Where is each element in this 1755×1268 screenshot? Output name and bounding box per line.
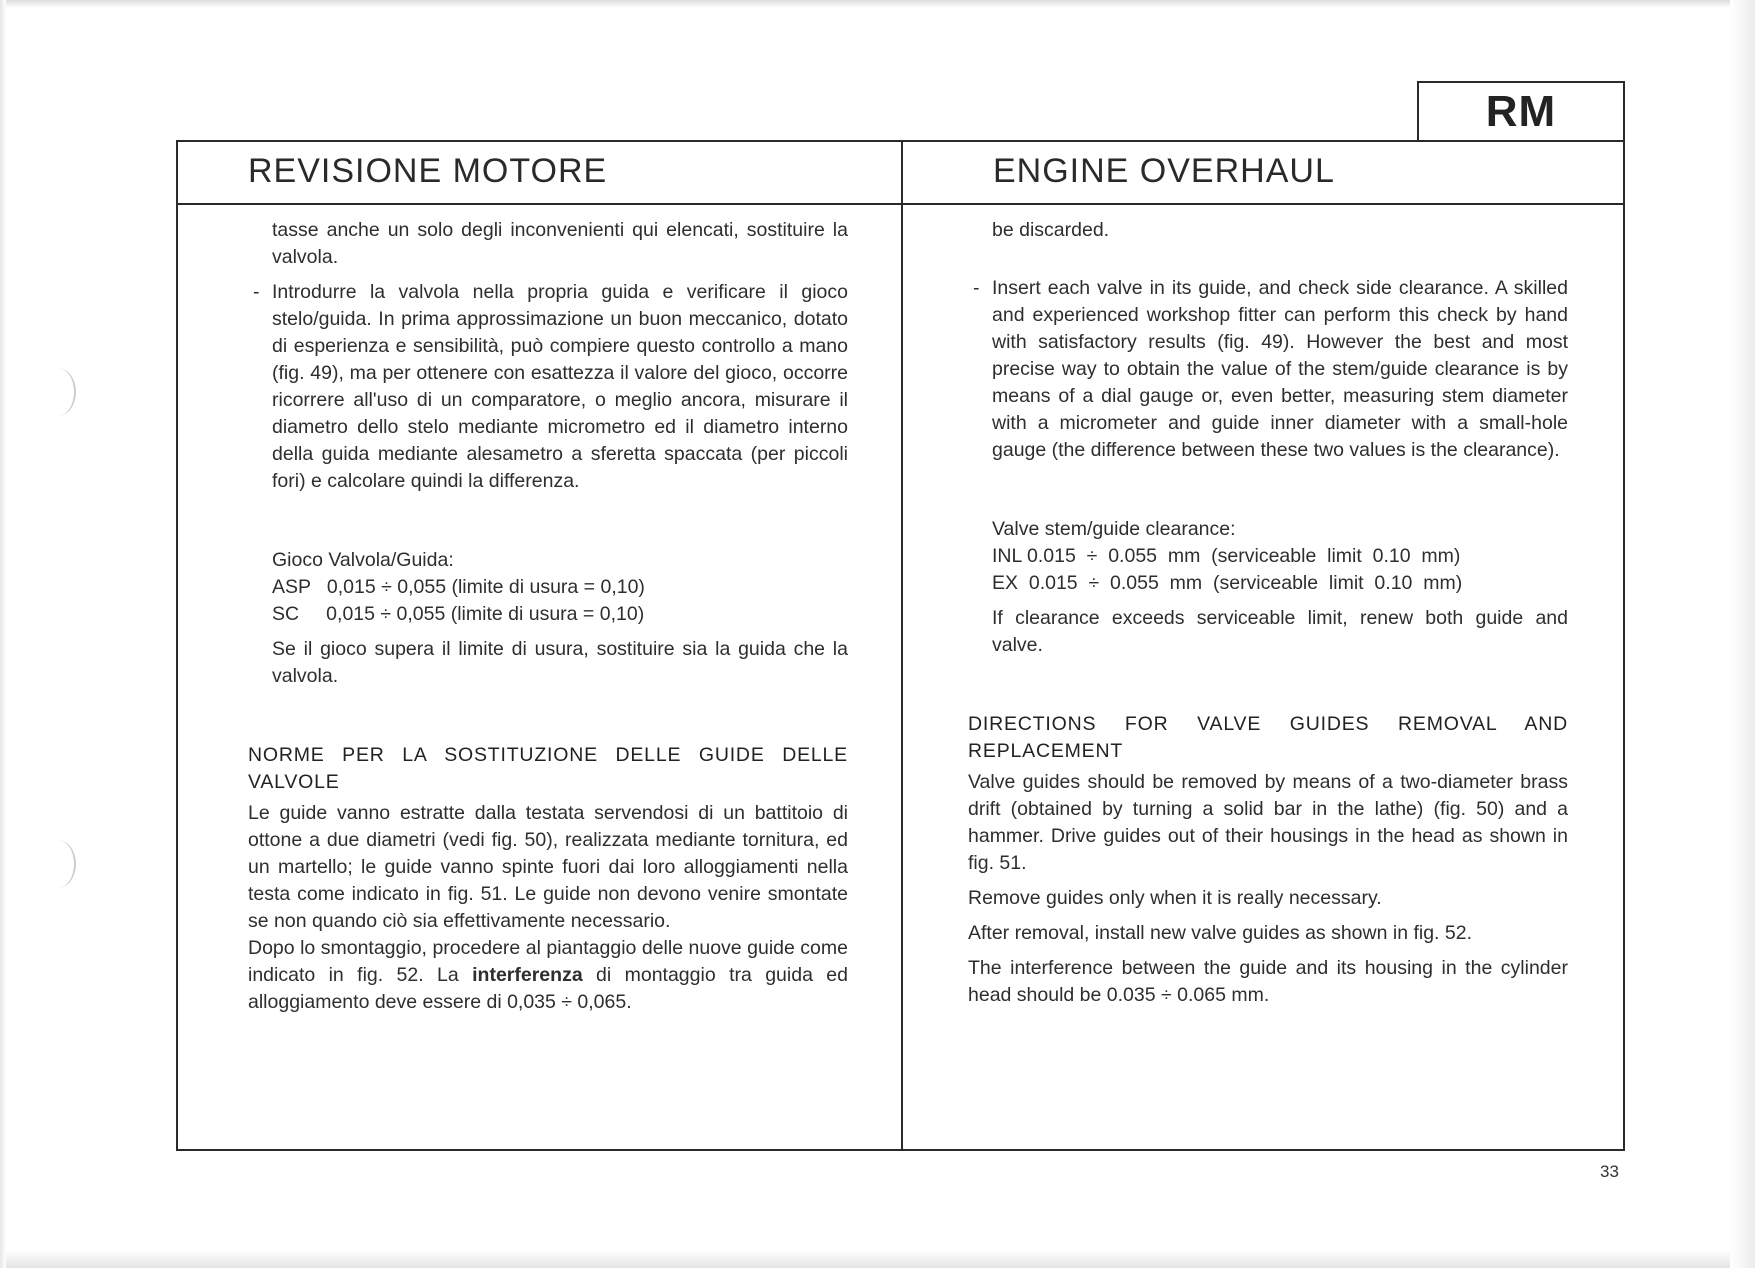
section-tab-label: RM [1485,87,1557,136]
column-divider [901,142,903,1149]
italian-paragraph-3: Le guide vanno estratte dalla testata servendosi di un battitoio di ottone a due diametri (vedi fig. 50), realizzata mediante tornitura, ed un martello; le guide vanno spinte fuori dai loro alloggiamenti nella testa come indicato in fig. 51. Le guide non devono venire smontate se non quando ciò sia effettivamente necessario. [248,802,848,932]
english-paragraph-5: After removal, install new valve guides as shown in fig. 52. [968,922,1473,944]
italian-paragraph-4 [248,935,848,1016]
italian-spec-note: Se il gioco supera il limite di usura, sostituire sia la guida che la valvola. [272,638,848,687]
english-spec-title: Valve stem/guide clearance: [992,518,1236,540]
page-edge-left [0,0,6,1268]
punch-hole-lower [40,840,76,888]
english-paragraph-2: Insert each valve in its guide, and check side clearance. A skilled and experienced workshop fitter can perform this check by hand with satisfactory results (fig. 49). However the best and most precise way to obtain the value of the stem/guide clearance is by means of a dial gauge or, even better, measuring stem diameter with a micrometer and guide inner diameter with a small-hole gauge (the difference between these two values is the clearance). [992,277,1568,461]
italian-paragraph-2: Introdurre la valvola nella propria guida e verificare il gioco stelo/guida. In prima approssimazione un buon meccanico, dotato di esperienza e sensibilità, può compiere questo controllo a mano (fig. 49), ma per ottenere con esattezza il valore del gioco, occorre ricorrere all'uso di un comparatore, o meglio ancora, misurare il diametro dello stelo mediante micrometro ed il diametro interno della guida mediante alesametro a sferetta spaccata (per piccoli fori) e calcolare quindi la differenza. [272,281,848,492]
english-spec-note: If clearance exceeds serviceable limit, renew both guide and valve. [992,607,1568,656]
italian-paragraph-4-tail: di montaggio tra guida ed alloggiamento deve essere di 0,035 ÷ 0,065. [248,964,848,1013]
page-edge-top [0,0,1755,8]
italian-bullet-paragraph [248,279,848,495]
bullet-dash: - [253,281,260,303]
italian-spec-title: Gioco Valvola/Guida: [272,549,454,571]
page-edge-bottom [0,1250,1755,1268]
english-column [968,217,1568,1009]
italian-column [248,217,848,1016]
italian-bold-term: interferenza [472,964,583,986]
italian-section-heading: NORME PER LA SOSTITUZIONE DELLE GUIDE DELLE VALVOLE [248,744,848,793]
bullet-dash: - [973,277,980,299]
english-bullet-paragraph [968,275,1568,464]
english-paragraph-1: be discarded. [992,219,1110,241]
punch-hole-upper [40,368,76,416]
page-number: 33 [1600,1162,1619,1181]
italian-spec-asp: ASP 0,015 ÷ 0,055 (limite di usura = 0,10) [272,576,645,598]
italian-paragraph-4-text: Dopo lo smontaggio, procedere al piantaggio delle nuove guide come indicato in fig. 52. La [248,937,848,986]
header-title-italian: REVISIONE MOTORE [248,152,608,190]
english-paragraph-6: The interference between the guide and its housing in the cylinder head should be 0.035 ÷ 0.065 mm. [968,957,1568,1006]
page-edge-right [1730,0,1755,1268]
section-tab [1417,81,1625,141]
italian-paragraph-1: tasse anche un solo degli inconvenienti qui elencati, sostituire la valvola. [272,219,848,268]
english-paragraph-3: Valve guides should be removed by means of a two-diameter brass drift (obtained by turning a solid bar in the lathe) (fig. 50) and a hammer. Drive guides out of their housings in the head as shown in fig. 51. [968,771,1568,874]
english-spec-ex: EX 0.015 ÷ 0.055 mm (serviceable limit 0.10 mm) [992,572,1463,594]
english-spec-inl: INL 0.015 ÷ 0.055 mm (serviceable limit 0.10 mm) [992,545,1461,567]
english-paragraph-4: Remove guides only when it is really necessary. [968,887,1382,909]
content-frame [176,140,1625,1151]
english-section-heading: DIRECTIONS FOR VALVE GUIDES REMOVAL AND REPLACEMENT [968,713,1568,762]
header-title-english: ENGINE OVERHAUL [993,152,1335,190]
italian-spec-sc: SC 0,015 ÷ 0,055 (limite di usura = 0,10) [272,603,645,625]
